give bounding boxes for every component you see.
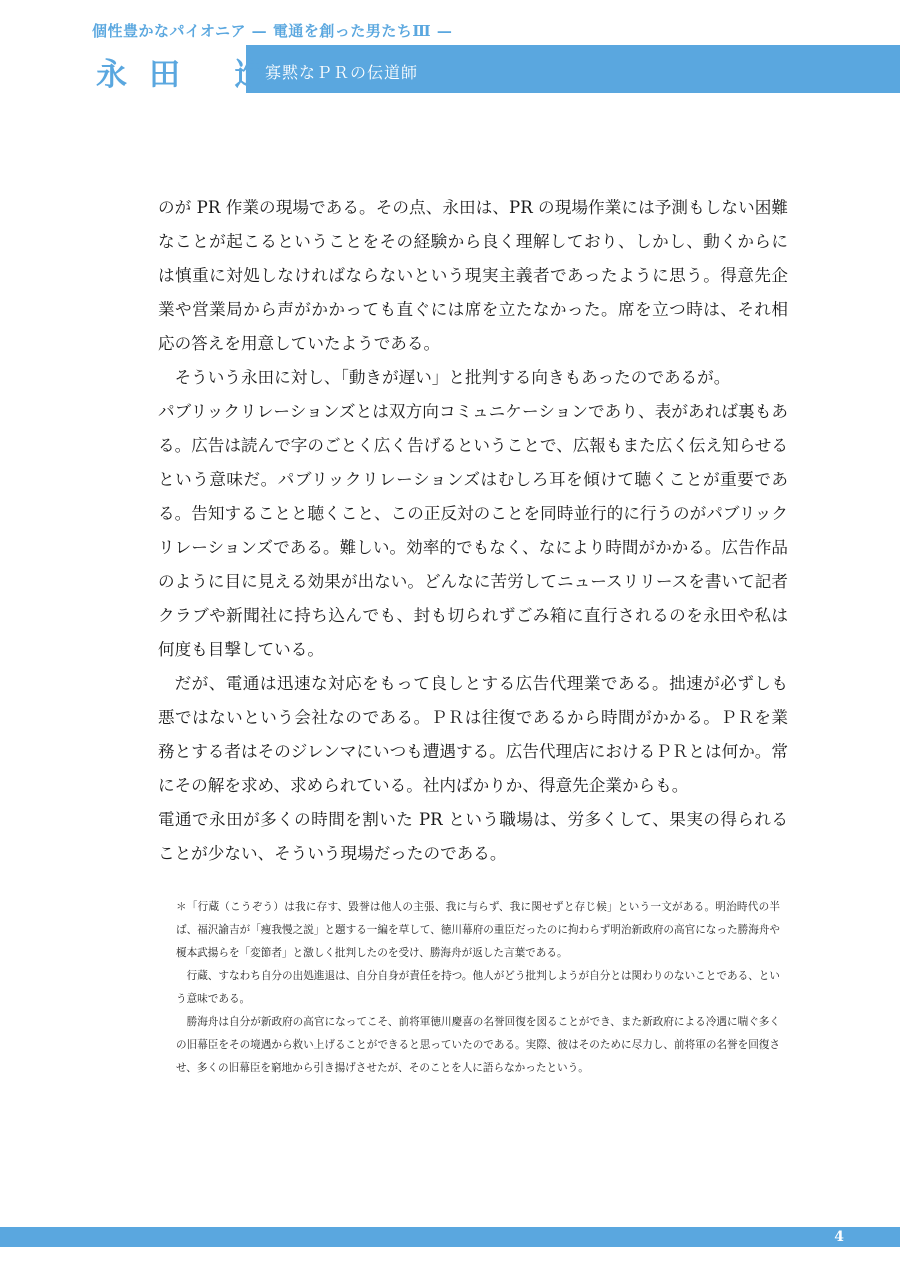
footnote-paragraph: ＊「行蔵（こうぞう）は我に存す、毀誉は他人の主張、我に与らず、我に関せずと存じ候」という一文がある。明治時代の半ば、福沢諭吉が「痩我慢之説」と題する一編を草して、徳川幕府の重臣だったのに拘わらず明治新政府の高官になった勝海舟や榎本武揚らを「変節者」と激しく批判したのを受け、勝海舟が返した言葉である。	[176, 901, 780, 959]
body-paragraph: 電通で永田が多くの時間を割いた PR という職場は、労多くして、果実の得られることが少ない、そういう現場だったのである。	[158, 810, 788, 863]
body-paragraph: だが、電通は迅速な対応をもって良しとする広告代理業である。拙速が必ずしも悪ではないという会社なのである。ＰＲは往復であるから時間がかかる。ＰＲを業務とする者はそのジレンマにいつも遭遇する。広告代理店におけるＰＲとは何か。常にその解を求め、求められている。社内ばかりか、得意先企業からも。	[158, 674, 788, 795]
footer-band	[0, 1227, 900, 1247]
body-paragraph: パブリックリレーションズとは双方向コミュニケーションであり、表があれば裏もある。広告は読んで字のごとく広く告げるということで、広報もまた広く伝え知らせるという意味だ。パブリックリレーションズはむしろ耳を傾けて聴くことが重要である。告知することと聴くこと、この正反対のことを同時並行的に行うのがパブリックリレーションズである。難しい。効率的でもなく、なにより時間がかかる。広告作品のように目に見える効果が出ない。どんなに苦労してニュースリリースを書いて記者クラブや新聞社に持ち込んでも、封も切られずごみ箱に直行されるのを永田や私は何度も目撃している。	[158, 402, 788, 659]
article-subtitle: 寡黙なＰＲの伝道師	[265, 63, 419, 82]
body-paragraph: のが PR 作業の現場である。その点、永田は、PR の現場作業には予測もしない困難なことが起こるということをその経験から良く理解しており、しかし、動くからには慎重に対処しなければならないという現実主義者であったように思う。得意先企業や営業局から声がかかっても直ぐには席を立たなかった。席を立つ時は、それ相応の答えを用意していたようである。	[158, 198, 788, 353]
series-title: 個性豊かなパイオニア — 電通を創った男たちⅢ —	[92, 22, 453, 40]
article-body	[158, 191, 788, 871]
footnote-paragraph: 勝海舟は自分が新政府の高官になってこそ、前将軍徳川慶喜の名誉回復を図ることができ、また新政府による冷遇に喘ぐ多くの旧幕臣をその境遇から救い上げることができると思っていたのである。実際、彼はそのために尽力し、前将軍の名誉を回復させ、多くの旧幕臣を窮地から引き揚げさせたが、そのことを人に語らなかったという。	[176, 1016, 780, 1074]
body-paragraph: そういう永田に対し、「動きが遅い」と批判する向きもあったのであるが。	[174, 368, 731, 387]
footnotes	[176, 896, 780, 1080]
footnote-paragraph: 行蔵、すなわち自分の出処進退は、自分自身が責任を持つ。他人がどう批判しようが自分とは関わりのないことである、という意味である。	[176, 970, 780, 1005]
person-name: 永田 進	[96, 57, 288, 93]
page-number: 4	[834, 1229, 844, 1245]
